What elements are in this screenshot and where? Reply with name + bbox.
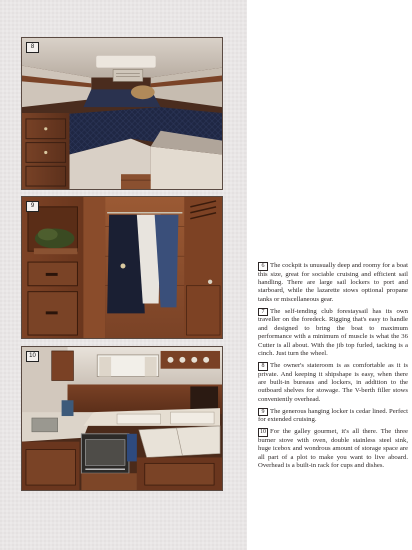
photo-number-8: 8	[26, 42, 39, 53]
photo-number-9: 9	[26, 201, 39, 212]
caption-8	[258, 362, 408, 404]
caption-text-6: The cockpit is unusually deep and roomy for a boat this size, great for sociable cruising and efficient sail handling. There are large sail lockers to port and starboard, while the lazarette stows optional propane tanks or miscellaneous gear.	[258, 262, 408, 303]
caption-text-7: The self-tending club forestaysail has its own traveller on the foredeck. Rigging that's easy to handle and designed to bring the boat to maximum performance with a minimum of muscle is what the 36 Cutter is all about. With the jib top furled, tacking is a cinch. Just turn the wheel.	[258, 307, 408, 358]
caption-number-10: 10	[260, 429, 266, 436]
photo-hanging-locker	[21, 196, 223, 339]
caption-number-6: 6	[258, 262, 268, 271]
v-berth-illustration	[22, 38, 222, 189]
hanging-locker-illustration	[22, 197, 222, 338]
caption-6	[258, 262, 408, 304]
photo-number-10: 10	[26, 351, 39, 362]
photo-galley	[21, 346, 223, 491]
caption-7	[258, 308, 408, 359]
caption-text-10: For the galley gourmet, it's all there. The three burner stove with oven, double stainless steel sink, huge icebox and wondrous amount of storage space are all part of a plot to make you want to live aboard. Overhead is a built-in rack for cups and dishes.	[258, 428, 408, 470]
photo-v-berth-stateroom	[21, 37, 223, 190]
galley-illustration	[22, 347, 222, 490]
caption-number-7: 7	[258, 308, 268, 317]
caption-number-8: 8	[258, 362, 268, 371]
caption-number-9: 9	[258, 408, 268, 417]
caption-text-9: The generous hanging locker is cedar lined. Perfect for extended cruising.	[258, 407, 408, 424]
caption-9	[258, 408, 408, 425]
caption-10	[258, 428, 408, 470]
caption-text-8: The owner's stateroom is as comfortable as it is private. And keeping it shipshape is easy, when there are built-in bureaus and lockers, in addition to the outboard shelves for stowage. The V-berth filler stows conveniently overhead.	[258, 362, 408, 403]
caption-column	[258, 262, 408, 474]
